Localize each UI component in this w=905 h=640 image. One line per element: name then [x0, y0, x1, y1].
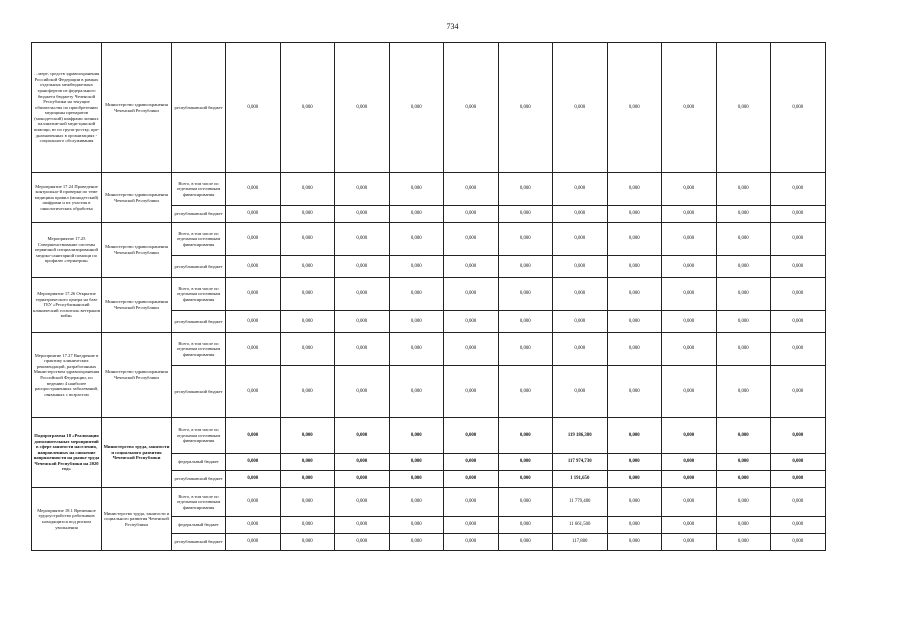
- value-cell: 0,000: [280, 418, 335, 454]
- funding-source: Всего, в том числе по отдельным источникам финансирования: [172, 278, 226, 311]
- value-cell: 0,000: [662, 418, 717, 454]
- value-cell: 0,000: [607, 173, 662, 206]
- row-title: Мероприятие 18.1 Временное трудоустройство работников находящихся под риском увольнения: [32, 488, 102, 551]
- value-cell: 0,000: [280, 43, 335, 173]
- value-cell: 0,000: [771, 366, 826, 418]
- value-cell: 0,000: [716, 256, 771, 278]
- table-row: [32, 278, 826, 311]
- value-cell: 0,000: [498, 333, 553, 366]
- value-cell: 0,000: [444, 256, 499, 278]
- value-cell: 0,000: [498, 278, 553, 311]
- value-cell: 0,000: [498, 311, 553, 333]
- value-cell: 11 661,500: [553, 517, 608, 534]
- funding-source: Всего, в том числе по отдельным источникам финансирования: [172, 333, 226, 366]
- value-cell: 0,000: [335, 206, 390, 223]
- row-title: Мероприятие 17.25 Совершенствование системы первичной специализированной медико-санитарной помощи по профилю «гериатрия»: [32, 223, 102, 278]
- value-cell: 0,000: [280, 534, 335, 551]
- row-executor: Министерство здравоохранения Чеченской Республики: [102, 223, 172, 278]
- value-cell: 0,000: [771, 311, 826, 333]
- value-cell: 0,000: [607, 471, 662, 488]
- value-cell: 0,000: [498, 534, 553, 551]
- budget-table-body: [32, 43, 826, 551]
- value-cell: 0,000: [553, 43, 608, 173]
- value-cell: 0,000: [771, 256, 826, 278]
- value-cell: 0,000: [607, 488, 662, 517]
- value-cell: 0,000: [389, 223, 444, 256]
- value-cell: 0,000: [335, 173, 390, 206]
- value-cell: 0,000: [226, 517, 281, 534]
- table-row: [32, 223, 826, 256]
- value-cell: 0,000: [771, 173, 826, 206]
- value-cell: 0,000: [498, 517, 553, 534]
- value-cell: 0,000: [226, 488, 281, 517]
- value-cell: 0,000: [607, 366, 662, 418]
- value-cell: 0,000: [771, 517, 826, 534]
- value-cell: 0,000: [280, 278, 335, 311]
- value-cell: 0,000: [498, 223, 553, 256]
- budget-table: [31, 42, 826, 551]
- value-cell: 0,000: [771, 206, 826, 223]
- value-cell: 0,000: [444, 278, 499, 311]
- value-cell: 0,000: [335, 534, 390, 551]
- value-cell: 0,000: [335, 471, 390, 488]
- value-cell: 0,000: [389, 471, 444, 488]
- funding-source: Всего, в том числе по отдельным источникам финансирования: [172, 418, 226, 454]
- funding-source: Всего, в том числе по отдельным источникам финансирования: [172, 223, 226, 256]
- value-cell: 0,000: [226, 223, 281, 256]
- value-cell: 0,000: [662, 256, 717, 278]
- value-cell: 0,000: [335, 256, 390, 278]
- value-cell: 0,000: [226, 43, 281, 173]
- value-cell: 0,000: [498, 206, 553, 223]
- value-cell: 0,000: [444, 366, 499, 418]
- value-cell: 0,000: [498, 471, 553, 488]
- row-executor: Министерство труда, занятости и социального развития Чеченской Республики: [102, 418, 172, 488]
- value-cell: 0,000: [280, 366, 335, 418]
- value-cell: 0,000: [607, 454, 662, 471]
- value-cell: 0,000: [226, 454, 281, 471]
- table-row: [32, 333, 826, 366]
- value-cell: 0,000: [444, 534, 499, 551]
- row-executor: Министерство труда, занятости и социального развития Чеченской Республики: [102, 488, 172, 551]
- value-cell: 0,000: [444, 454, 499, 471]
- value-cell: 0,000: [607, 418, 662, 454]
- value-cell: 0,000: [716, 471, 771, 488]
- value-cell: 11 779,480: [553, 488, 608, 517]
- value-cell: 0,000: [280, 223, 335, 256]
- value-cell: 0,000: [226, 206, 281, 223]
- value-cell: 0,000: [498, 488, 553, 517]
- value-cell: 0,000: [553, 311, 608, 333]
- value-cell: 0,000: [280, 311, 335, 333]
- value-cell: 0,000: [662, 366, 717, 418]
- value-cell: 0,000: [498, 256, 553, 278]
- value-cell: 0,000: [498, 43, 553, 173]
- value-cell: 0,000: [553, 256, 608, 278]
- value-cell: 0,000: [226, 471, 281, 488]
- funding-source: Всего, в том числе по отдельным источникам финансирования: [172, 488, 226, 517]
- value-cell: 0,000: [335, 333, 390, 366]
- table-row: [32, 43, 826, 173]
- value-cell: 0,000: [389, 256, 444, 278]
- value-cell: 0,000: [335, 454, 390, 471]
- value-cell: 119 186,380: [553, 418, 608, 454]
- value-cell: 0,000: [553, 366, 608, 418]
- value-cell: 0,000: [553, 173, 608, 206]
- table-row: [32, 418, 826, 454]
- value-cell: 0,000: [389, 206, 444, 223]
- value-cell: 0,000: [607, 311, 662, 333]
- value-cell: 0,000: [607, 256, 662, 278]
- value-cell: 0,000: [553, 278, 608, 311]
- value-cell: 0,000: [662, 471, 717, 488]
- value-cell: 0,000: [716, 534, 771, 551]
- value-cell: 0,000: [771, 534, 826, 551]
- value-cell: 0,000: [716, 488, 771, 517]
- value-cell: 0,000: [716, 43, 771, 173]
- value-cell: 0,000: [771, 488, 826, 517]
- value-cell: 0,000: [662, 43, 717, 173]
- value-cell: 0,000: [389, 333, 444, 366]
- funding-source: республиканский бюджет: [172, 256, 226, 278]
- table-row: [32, 488, 826, 517]
- value-cell: 0,000: [280, 256, 335, 278]
- value-cell: 0,000: [607, 534, 662, 551]
- value-cell: 0,000: [498, 173, 553, 206]
- value-cell: 0,000: [226, 256, 281, 278]
- page-number: 734: [446, 22, 459, 31]
- value-cell: 117 974,730: [553, 454, 608, 471]
- value-cell: 0,000: [226, 278, 281, 311]
- value-cell: 0,000: [771, 223, 826, 256]
- value-cell: 0,000: [553, 333, 608, 366]
- value-cell: 0,000: [662, 517, 717, 534]
- value-cell: 0,000: [444, 488, 499, 517]
- value-cell: 0,000: [389, 418, 444, 454]
- value-cell: 0,000: [662, 223, 717, 256]
- value-cell: 0,000: [716, 311, 771, 333]
- value-cell: 0,000: [498, 454, 553, 471]
- value-cell: 0,000: [280, 517, 335, 534]
- value-cell: 0,000: [662, 206, 717, 223]
- value-cell: 0,000: [226, 366, 281, 418]
- value-cell: 0,000: [444, 206, 499, 223]
- value-cell: 0,000: [716, 366, 771, 418]
- value-cell: 0,000: [607, 517, 662, 534]
- funding-source: республиканский бюджет: [172, 311, 226, 333]
- value-cell: 0,000: [662, 333, 717, 366]
- value-cell: 0,000: [716, 333, 771, 366]
- row-executor: Министерство здравоохранения Чеченской Республики: [102, 43, 172, 173]
- value-cell: 0,000: [335, 517, 390, 534]
- value-cell: 0,000: [389, 517, 444, 534]
- value-cell: 0,000: [280, 488, 335, 517]
- value-cell: 0,000: [226, 173, 281, 206]
- value-cell: 0,000: [716, 517, 771, 534]
- value-cell: 0,000: [444, 43, 499, 173]
- row-title: Подпрограмма 18 «Реализация дополнительных мероприятий в сфере занятости населения, направленных на снижение напряженности на рынке труда Чеченской Республики на 2020 год»: [32, 418, 102, 488]
- value-cell: 0,000: [335, 43, 390, 173]
- row-executor: Министерство здравоохранения Чеченской Республики: [102, 278, 172, 333]
- value-cell: 0,000: [280, 454, 335, 471]
- value-cell: 0,000: [335, 223, 390, 256]
- row-title: …мере, средств здравоохранения Российской Федерации в рамках отдельных межбюджетных трансфертов из федерального бюджета бюджету Чеченской Республики на текущие обязательства по приобретению медицины препаратов (монодетский) шифрами личных паллиатив-ной меди-цинской помощи, вт по групп-ростку, пре-дназначенных в организациях - социального обслуживания: [32, 43, 102, 173]
- funding-source: республиканский бюджет: [172, 43, 226, 173]
- value-cell: 0,000: [335, 311, 390, 333]
- funding-source: федеральный бюджет: [172, 517, 226, 534]
- value-cell: 0,000: [389, 534, 444, 551]
- value-cell: 0,000: [607, 333, 662, 366]
- value-cell: 0,000: [662, 488, 717, 517]
- value-cell: 0,000: [553, 223, 608, 256]
- value-cell: 0,000: [389, 173, 444, 206]
- value-cell: 0,000: [444, 517, 499, 534]
- value-cell: 0,000: [498, 366, 553, 418]
- funding-source: республиканский бюджет: [172, 366, 226, 418]
- value-cell: 0,000: [662, 311, 717, 333]
- value-cell: 0,000: [607, 43, 662, 173]
- value-cell: 0,000: [226, 333, 281, 366]
- value-cell: 0,000: [444, 333, 499, 366]
- value-cell: 0,000: [226, 418, 281, 454]
- value-cell: 0,000: [335, 278, 390, 311]
- value-cell: 0,000: [389, 311, 444, 333]
- value-cell: 117,880: [553, 534, 608, 551]
- value-cell: 0,000: [498, 418, 553, 454]
- value-cell: 0,000: [335, 418, 390, 454]
- value-cell: 0,000: [716, 418, 771, 454]
- funding-source: республиканский бюджет: [172, 471, 226, 488]
- value-cell: 0,000: [389, 366, 444, 418]
- funding-source: Всего, в том числе по отдельным источникам финансирования: [172, 173, 226, 206]
- value-cell: 0,000: [280, 333, 335, 366]
- row-executor: Министерство здравоохранения Чеченской Республики: [102, 173, 172, 223]
- value-cell: 0,000: [553, 206, 608, 223]
- value-cell: 0,000: [662, 454, 717, 471]
- value-cell: 0,000: [716, 206, 771, 223]
- value-cell: 0,000: [771, 471, 826, 488]
- value-cell: 0,000: [771, 454, 826, 471]
- row-executor: Министерство здравоохранения Чеченской Республики: [102, 333, 172, 418]
- value-cell: 0,000: [280, 206, 335, 223]
- value-cell: 0,000: [280, 173, 335, 206]
- value-cell: 0,000: [771, 43, 826, 173]
- value-cell: 0,000: [662, 173, 717, 206]
- value-cell: 0,000: [607, 206, 662, 223]
- value-cell: 0,000: [444, 471, 499, 488]
- value-cell: 0,000: [389, 43, 444, 173]
- row-title: Мероприятие 17.27 Внедрение в практику клинических рекомендаций, разработанных Министерством здравоохранения Российской Федерации, по ведению 4 наиболее распространенных заболеваний, связанных с возрастом: [32, 333, 102, 418]
- value-cell: 0,000: [389, 278, 444, 311]
- value-cell: 0,000: [280, 471, 335, 488]
- value-cell: 0,000: [226, 311, 281, 333]
- value-cell: 1 191,650: [553, 471, 608, 488]
- value-cell: 0,000: [716, 223, 771, 256]
- value-cell: 0,000: [335, 488, 390, 517]
- value-cell: 0,000: [662, 278, 717, 311]
- value-cell: 0,000: [607, 278, 662, 311]
- value-cell: 0,000: [335, 366, 390, 418]
- funding-source: республиканский бюджет: [172, 534, 226, 551]
- value-cell: 0,000: [662, 534, 717, 551]
- value-cell: 0,000: [716, 454, 771, 471]
- value-cell: 0,000: [389, 454, 444, 471]
- value-cell: 0,000: [444, 418, 499, 454]
- value-cell: 0,000: [226, 534, 281, 551]
- row-title: Мероприятие 17.24 Проведение контрольно-й проверки по теме медицина правил (монодетский) шифрами и их участия в онкологических обработка: [32, 173, 102, 223]
- funding-source: федеральный бюджет: [172, 454, 226, 471]
- value-cell: 0,000: [771, 418, 826, 454]
- value-cell: 0,000: [607, 223, 662, 256]
- value-cell: 0,000: [771, 278, 826, 311]
- value-cell: 0,000: [771, 333, 826, 366]
- value-cell: 0,000: [444, 173, 499, 206]
- value-cell: 0,000: [716, 278, 771, 311]
- table-row: [32, 173, 826, 206]
- value-cell: 0,000: [716, 173, 771, 206]
- value-cell: 0,000: [389, 488, 444, 517]
- value-cell: 0,000: [444, 223, 499, 256]
- value-cell: 0,000: [444, 311, 499, 333]
- funding-source: республиканский бюджет: [172, 206, 226, 223]
- row-title: Мероприятие 17.26 Открытие гериатрического центра на базе ГБУ «Республиканский клинический госпиталь ветеранов войн»: [32, 278, 102, 333]
